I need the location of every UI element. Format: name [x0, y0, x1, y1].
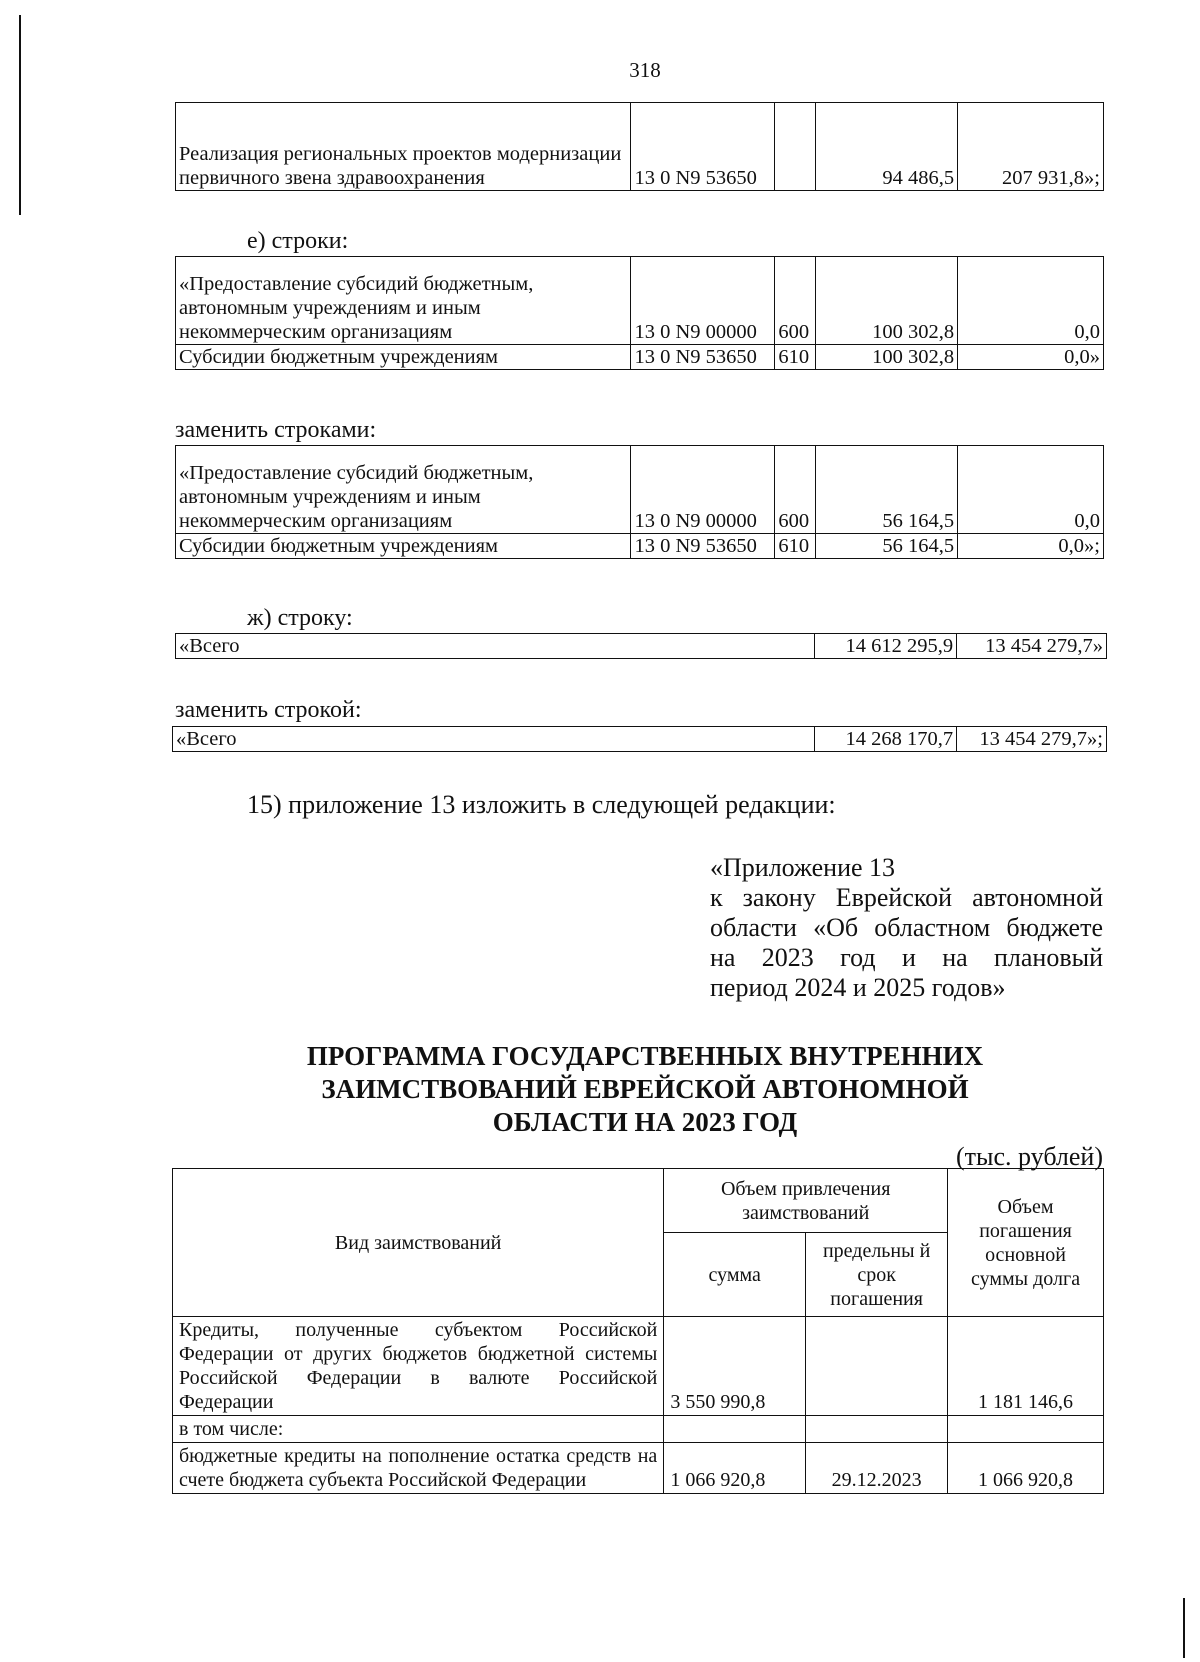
- appendix-line: на 2023 год и на плановый: [710, 943, 1103, 972]
- row-name: Реализация региональных проектов модернизации первичного звена здравоохранения: [176, 103, 631, 191]
- row-value-1: 100 302,8: [816, 257, 958, 345]
- header-sum: сумма: [664, 1233, 806, 1317]
- row-name: Субсидии бюджетным учреждениям: [176, 534, 631, 559]
- row-vr: 610: [775, 534, 816, 559]
- program-title: [160, 1040, 1130, 1139]
- row-code: 13 0 N9 00000: [631, 257, 775, 345]
- row-value-2: 0,0»: [958, 345, 1104, 370]
- total-name: «Всего: [173, 727, 815, 752]
- header-term: предельны й срок погашения: [806, 1233, 948, 1317]
- header-type: Вид заимствований: [173, 1169, 664, 1317]
- row-code: 13 0 N9 53650: [631, 534, 775, 559]
- label-e: е) строки:: [247, 228, 349, 254]
- row-repay: 1 181 146,6: [948, 1317, 1104, 1416]
- total-value-2: 13 454 279,7»: [957, 634, 1107, 659]
- row-vr: 610: [775, 345, 816, 370]
- table-row: [173, 727, 1107, 752]
- row-code: 13 0 N9 00000: [631, 446, 775, 534]
- row-name: «Предоставление субсидий бюджетным, автономным учреждениям и иным некоммерческим организациям: [176, 446, 631, 534]
- table-e-new: [175, 445, 1104, 559]
- row-code: 13 0 N9 53650: [631, 103, 775, 191]
- row-name: «Предоставление субсидий бюджетным, автономным учреждениям и иным некоммерческим организациям: [176, 257, 631, 345]
- program-title-line: ЗАИМСТВОВАНИЙ ЕВРЕЙСКОЙ АВТОНОМНОЙ: [321, 1074, 969, 1104]
- margin-line: [19, 15, 21, 215]
- header-row: [173, 1169, 1104, 1233]
- margin-line-right: [1183, 1598, 1185, 1658]
- row-value-2: 0,0»;: [958, 534, 1104, 559]
- table-e-old: [175, 256, 1104, 370]
- row-repay: 1 066 920,8: [948, 1443, 1104, 1494]
- row-value-2: 207 931,8»;: [958, 103, 1104, 191]
- total-name: «Всего: [176, 634, 815, 659]
- row-vr: 600: [775, 446, 816, 534]
- header-attraction: Объем привлечения заимствований: [664, 1169, 948, 1233]
- row-value-2: 0,0: [958, 257, 1104, 345]
- table-row: [176, 634, 1107, 659]
- table-row: [176, 446, 1104, 534]
- table-row: [173, 1317, 1104, 1416]
- total-value-1: 14 612 295,9: [815, 634, 957, 659]
- row-name: Субсидии бюджетным учреждениям: [176, 345, 631, 370]
- total-value-2: 13 454 279,7»;: [957, 727, 1107, 752]
- label-replace-rows: заменить строками:: [175, 417, 377, 443]
- row-term: [806, 1416, 948, 1443]
- row-value-1: 100 302,8: [816, 345, 958, 370]
- table-row: [173, 1443, 1104, 1494]
- table-row: [176, 534, 1104, 559]
- total-value-1: 14 268 170,7: [815, 727, 957, 752]
- program-title-line: ОБЛАСТИ НА 2023 ГОД: [492, 1107, 798, 1137]
- program-title-line: ПРОГРАММА ГОСУДАРСТВЕННЫХ ВНУТРЕННИХ: [306, 1041, 984, 1071]
- row-value-1: 94 486,5: [816, 103, 958, 191]
- table-total-new: [172, 726, 1107, 752]
- row-term: [806, 1317, 948, 1416]
- table-regional-projects: [175, 102, 1104, 191]
- row-sum: 3 550 990,8: [664, 1317, 806, 1416]
- row-repay: [948, 1416, 1104, 1443]
- item-15: 15) приложение 13 изложить в следующей редакции:: [247, 790, 836, 819]
- appendix-note: [710, 853, 1103, 1003]
- row-name: Кредиты, полученные субъектом Российской Федерации от других бюджетов бюджетной системы Российской Федерации в валюте Российской Федерации: [173, 1317, 664, 1416]
- header-repayment: Объем погашения основной суммы долга: [948, 1169, 1104, 1317]
- appendix-line: период 2024 и 2025 годов»: [710, 973, 1006, 1002]
- table-row: [176, 257, 1104, 345]
- label-replace-row: заменить строкой:: [175, 697, 362, 723]
- page-number: 318: [629, 58, 661, 82]
- row-sum: [664, 1416, 806, 1443]
- appendix-line: к закону Еврейской автономной: [710, 883, 1103, 912]
- row-value-2: 0,0: [958, 446, 1104, 534]
- row-value-1: 56 164,5: [816, 534, 958, 559]
- program-table: [172, 1168, 1104, 1494]
- table-row: [176, 103, 1104, 191]
- row-code: 13 0 N9 53650: [631, 345, 775, 370]
- row-vr: 600: [775, 257, 816, 345]
- appendix-line: области «Об областном бюджете: [710, 913, 1103, 942]
- row-term: 29.12.2023: [806, 1443, 948, 1494]
- table-total-old: [175, 633, 1107, 659]
- row-value-1: 56 164,5: [816, 446, 958, 534]
- row-sum: 1 066 920,8: [664, 1443, 806, 1494]
- row-vr: [775, 103, 816, 191]
- label-zh: ж) строку:: [247, 605, 353, 631]
- table-row: [176, 345, 1104, 370]
- row-name: бюджетные кредиты на пополнение остатка средств на счете бюджета субъекта Российской Федерации: [173, 1443, 664, 1494]
- appendix-line: «Приложение 13: [710, 853, 896, 882]
- table-row: [173, 1416, 1104, 1443]
- row-name: в том числе:: [173, 1416, 664, 1443]
- units-label: (тыс. рублей): [955, 1142, 1103, 1171]
